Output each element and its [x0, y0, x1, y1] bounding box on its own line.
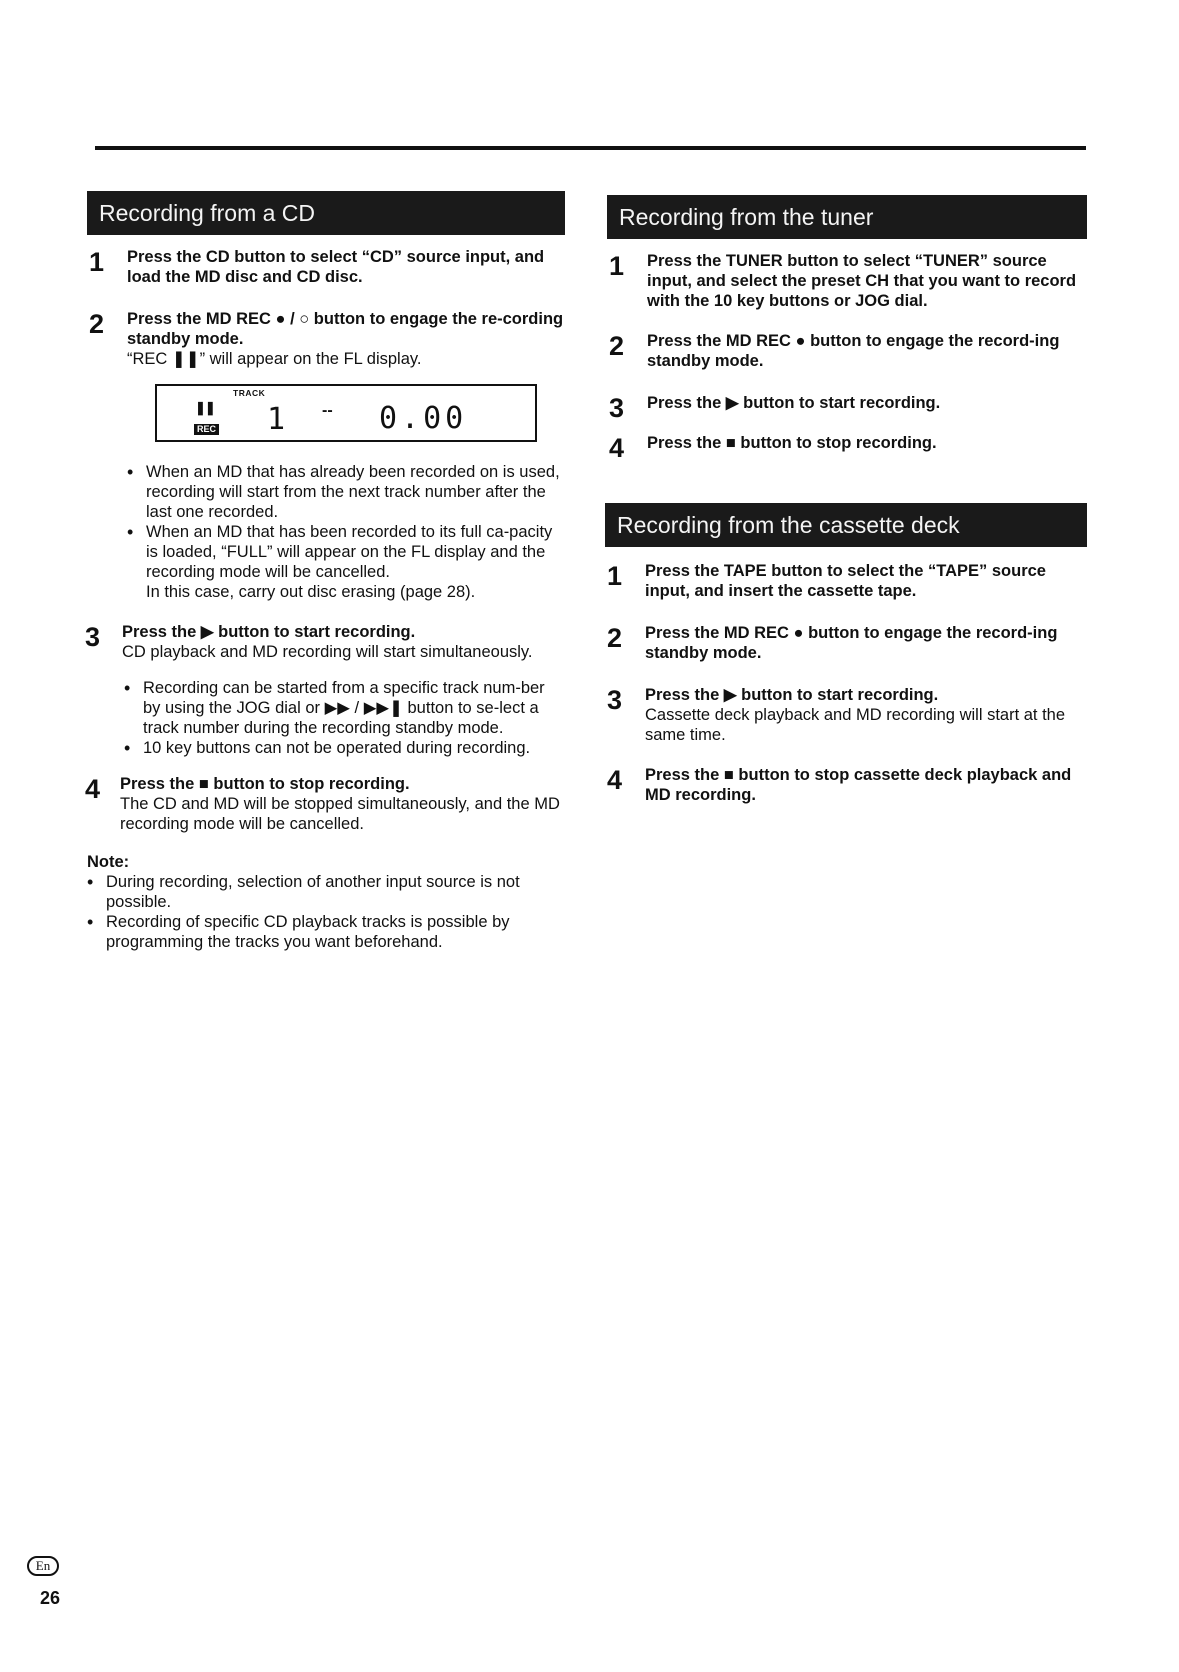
display-rec-indicator: REC	[194, 424, 219, 435]
step-instruction: Press the MD REC ● button to engage the record-ing standby mode.	[647, 332, 1060, 370]
section-recording-from-tuner	[607, 195, 1087, 805]
tuner-step-4	[607, 433, 1087, 463]
list-item: • Recording of specific CD playback tracks is possible by programming the tracks you want beforehand.	[87, 912, 565, 952]
step-number: 1	[89, 247, 105, 277]
display-track-label: TRACK	[233, 388, 266, 398]
cd-step-4	[87, 774, 565, 834]
fl-display-illustration	[155, 384, 537, 442]
step-detail: “REC ❚❚” will appear on the FL display.	[127, 350, 422, 368]
step-detail: Cassette deck playback and MD recording will start at the same time.	[645, 706, 1066, 744]
cd-bullets-a	[127, 462, 565, 582]
note-list	[87, 872, 565, 952]
step-instruction: Press the ▶ button to start recording.	[122, 623, 416, 641]
section-recording-from-cd	[87, 191, 565, 952]
tuner-step-3	[607, 393, 1087, 423]
display-track-number: 1	[267, 402, 286, 437]
list-item: • When an MD that has already been recorded on is used, recording will start from the next track number after the last one recorded.	[127, 462, 565, 522]
cd-step-1	[87, 247, 565, 287]
section-recording-from-cassette	[605, 503, 1087, 805]
step-number: 1	[609, 251, 625, 281]
step-number: 2	[89, 309, 105, 339]
step-instruction: Press the ▶ button to start recording.	[647, 394, 941, 412]
list-item: • Recording can be started from a specific track num-ber by using the JOG dial or ▶▶ / ▶▶❚ button to se-lect a track number during the recording standby mode.	[124, 678, 565, 738]
tuner-step-2	[607, 331, 1087, 371]
cd-step-2	[87, 309, 565, 369]
step-number: 3	[85, 622, 101, 652]
disc-erasing-hint: In this case, carry out disc erasing (page 28).	[146, 583, 476, 601]
step-number: 4	[609, 433, 625, 463]
cassette-step-3	[605, 685, 1087, 745]
cassette-step-4	[605, 765, 1087, 805]
cd-bullets-b	[124, 678, 565, 758]
list-item: • During recording, selection of another input source is not possible.	[87, 872, 565, 912]
step-instruction: Press the ■ button to stop cassette deck playback and MD recording.	[645, 766, 1072, 804]
step-number: 4	[85, 774, 101, 804]
step-number: 4	[607, 765, 623, 795]
top-rule	[95, 146, 1086, 150]
step-detail: CD playback and MD recording will start simultaneously.	[122, 643, 533, 661]
step-instruction: Press the CD button to select “CD” source input, and load the MD disc and CD disc.	[127, 248, 545, 286]
pause-icon: ❚❚	[195, 400, 215, 415]
step-instruction: Press the ▶ button to start recording.	[645, 686, 939, 704]
section-banner-cassette: Recording from the cassette deck	[605, 503, 1087, 547]
list-item: • 10 key buttons can not be operated during recording.	[124, 738, 565, 758]
display-time: 0.00	[379, 401, 468, 436]
step-detail: The CD and MD will be stopped simultaneously, and the MD recording mode will be cancelled.	[120, 795, 560, 833]
step-instruction: Press the TUNER button to select “TUNER” source input, and select the preset CH that you want to record with the 10 key buttons or JOG dial.	[647, 252, 1077, 310]
step-number: 3	[609, 393, 625, 423]
page-number: 26	[40, 1588, 61, 1608]
display-dash: --	[322, 402, 333, 419]
cd-step-3	[87, 622, 565, 662]
step-instruction: Press the MD REC ● button to engage the record-ing standby mode.	[645, 624, 1058, 662]
list-item: • When an MD that has been recorded to its full ca-pacity is loaded, “FULL” will appear on the FL display and the recording mode will be cancelled.	[127, 522, 565, 582]
step-instruction: Press the TAPE button to select the “TAPE” source input, and insert the cassette tape.	[645, 562, 1046, 600]
step-instruction: Press the ■ button to stop recording.	[120, 775, 410, 793]
section-banner-cd: Recording from a CD	[87, 191, 565, 235]
tuner-step-1	[607, 251, 1087, 311]
step-number: 2	[609, 331, 625, 361]
note-title: Note:	[87, 853, 130, 871]
cassette-step-2	[605, 623, 1087, 663]
cassette-step-1	[605, 561, 1087, 601]
step-number: 1	[607, 561, 623, 591]
step-number: 3	[607, 685, 623, 715]
section-banner-tuner: Recording from the tuner	[607, 195, 1087, 239]
step-number: 2	[607, 623, 623, 653]
step-instruction: Press the ■ button to stop recording.	[647, 434, 937, 452]
step-instruction: Press the MD REC ● / ○ button to engage the re-cording standby mode.	[127, 310, 564, 348]
language-badge: En	[27, 1556, 59, 1576]
